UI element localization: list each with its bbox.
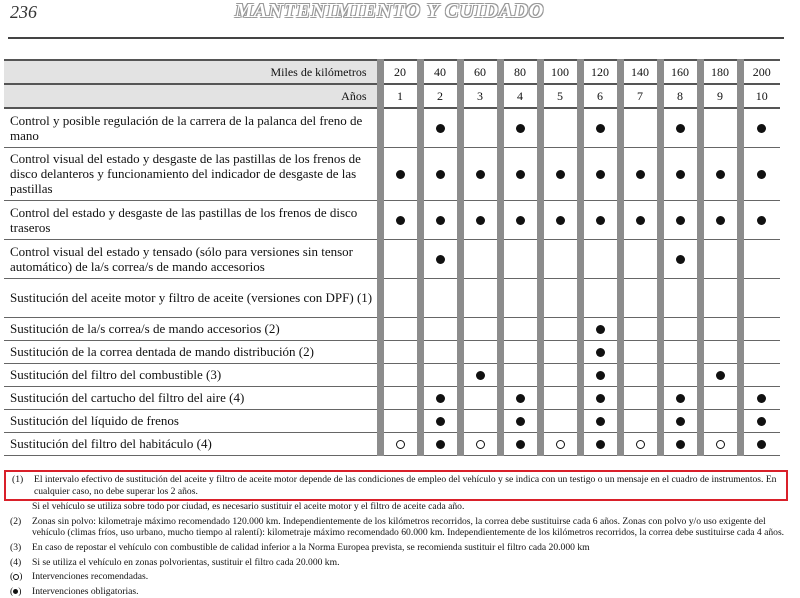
mandatory-dot-icon bbox=[436, 394, 445, 403]
interval-cell bbox=[500, 317, 540, 340]
years-header-cell: 10 bbox=[740, 84, 780, 108]
task-label: Sustitución del filtro del habitáculo (4) bbox=[4, 432, 380, 455]
mandatory-dot-icon bbox=[716, 371, 725, 380]
mandatory-dot-icon bbox=[596, 348, 605, 357]
interval-cell bbox=[420, 386, 460, 409]
task-label: Sustitución de la/s correa/s de mando accesorios (2) bbox=[4, 317, 380, 340]
interval-cell bbox=[660, 363, 700, 386]
interval-cell bbox=[740, 363, 780, 386]
interval-cell bbox=[620, 108, 660, 147]
interval-cell bbox=[740, 108, 780, 147]
years-header-cell: 5 bbox=[540, 84, 580, 108]
mandatory-dot-icon bbox=[516, 440, 525, 449]
interval-cell bbox=[540, 363, 580, 386]
mandatory-dot-icon bbox=[436, 170, 445, 179]
interval-cell bbox=[420, 278, 460, 317]
interval-cell bbox=[580, 200, 620, 239]
task-label: Sustitución del filtro del combustible (3) bbox=[4, 363, 380, 386]
mandatory-dot-icon bbox=[676, 170, 685, 179]
footnote-tag: (3) bbox=[10, 541, 22, 553]
interval-cell bbox=[700, 239, 740, 278]
interval-cell bbox=[380, 147, 420, 200]
years-header-label: Años bbox=[4, 84, 380, 108]
interval-cell bbox=[500, 340, 540, 363]
interval-cell bbox=[660, 317, 700, 340]
interval-cell bbox=[740, 239, 780, 278]
km-header-cell: 200 bbox=[740, 60, 780, 84]
interval-cell bbox=[620, 432, 660, 455]
interval-cell bbox=[460, 200, 500, 239]
schedule-row bbox=[4, 432, 780, 455]
mandatory-dot-icon bbox=[636, 170, 645, 179]
interval-cell bbox=[420, 432, 460, 455]
mandatory-dot-icon bbox=[676, 124, 685, 133]
interval-cell bbox=[460, 386, 500, 409]
years-header-cell: 8 bbox=[660, 84, 700, 108]
maintenance-schedule-table bbox=[4, 59, 780, 456]
interval-cell bbox=[620, 147, 660, 200]
recommended-circle-icon bbox=[716, 440, 725, 449]
years-header-cell: 4 bbox=[500, 84, 540, 108]
interval-cell bbox=[380, 386, 420, 409]
legend-tag: ( ) bbox=[10, 571, 23, 583]
mandatory-dot-icon bbox=[596, 440, 605, 449]
interval-cell bbox=[660, 108, 700, 147]
interval-cell bbox=[700, 386, 740, 409]
mandatory-dot-icon bbox=[757, 124, 766, 133]
interval-cell bbox=[420, 200, 460, 239]
footnote-text: Si se utiliza el vehículo en zonas polvorientas, sustituir el filtro cada 20.000 km. bbox=[32, 556, 340, 568]
header-rule bbox=[8, 37, 784, 39]
mandatory-dot-icon bbox=[436, 216, 445, 225]
interval-cell bbox=[540, 386, 580, 409]
footnote-4 bbox=[8, 557, 786, 569]
km-header-cell: 160 bbox=[660, 60, 700, 84]
interval-cell bbox=[660, 432, 700, 455]
footnote-text: El intervalo efectivo de sustitución del aceite y filtro de aceite motor depende de las condiciones de empleo del vehículo y se indica con un testigo o un mensaje en el cuadro de instrumentos. En cualquier caso, no debe superar los 2 años. bbox=[34, 474, 777, 497]
interval-cell bbox=[420, 363, 460, 386]
interval-cell bbox=[620, 386, 660, 409]
interval-cell bbox=[740, 386, 780, 409]
page-number: 236 bbox=[10, 2, 37, 22]
interval-cell bbox=[380, 409, 420, 432]
mandatory-dot-icon bbox=[436, 440, 445, 449]
interval-cell bbox=[540, 108, 580, 147]
km-header-cell: 80 bbox=[500, 60, 540, 84]
interval-cell bbox=[660, 340, 700, 363]
interval-cell bbox=[460, 432, 500, 455]
interval-cell bbox=[420, 239, 460, 278]
mandatory-dot-icon bbox=[757, 440, 766, 449]
interval-cell bbox=[380, 108, 420, 147]
interval-cell bbox=[420, 340, 460, 363]
mandatory-dot-icon bbox=[396, 170, 405, 179]
km-header-cell: 120 bbox=[580, 60, 620, 84]
interval-cell bbox=[500, 278, 540, 317]
recommended-circle-icon bbox=[636, 440, 645, 449]
schedule-row bbox=[4, 278, 780, 317]
years-header-cell: 6 bbox=[580, 84, 620, 108]
interval-cell bbox=[580, 317, 620, 340]
interval-cell bbox=[620, 278, 660, 317]
mandatory-dot-icon bbox=[676, 417, 685, 426]
interval-cell bbox=[380, 363, 420, 386]
interval-cell bbox=[500, 108, 540, 147]
interval-cell bbox=[460, 409, 500, 432]
interval-cell bbox=[580, 386, 620, 409]
schedule-row bbox=[4, 363, 780, 386]
years-header-cell: 9 bbox=[700, 84, 740, 108]
mandatory-dot-icon bbox=[596, 124, 605, 133]
task-label: Sustitución del líquido de frenos bbox=[4, 409, 380, 432]
interval-cell bbox=[700, 147, 740, 200]
interval-cell bbox=[460, 108, 500, 147]
footnote-text: Zonas sin polvo: kilometraje máximo recomendado 120.000 km. Independientemente de los kilómetros recorridos, la correa debe sustituirse cada 6 años. Zonas con polvo y/o uso exigente del vehículo (climas fríos, uso urbano, mucho tiempo al ralentí): kilometraje máximo recomendado 60.000 km. Independientemente de los kilómetros recorridos, la correa debe sustituirse cada 4 años. bbox=[32, 515, 785, 539]
mandatory-dot-icon bbox=[436, 417, 445, 426]
interval-cell bbox=[620, 363, 660, 386]
mandatory-dot-icon bbox=[436, 255, 445, 264]
km-header-cell: 60 bbox=[460, 60, 500, 84]
interval-cell bbox=[700, 340, 740, 363]
recommended-circle-icon bbox=[556, 440, 565, 449]
mandatory-dot-icon bbox=[757, 394, 766, 403]
mandatory-dot-icon bbox=[476, 216, 485, 225]
years-header-row bbox=[4, 84, 780, 108]
schedule-row bbox=[4, 386, 780, 409]
legend-tag: ( ) bbox=[10, 585, 22, 597]
interval-cell bbox=[420, 317, 460, 340]
footnote-tag: (4) bbox=[10, 556, 22, 568]
interval-cell bbox=[380, 278, 420, 317]
mandatory-dot-icon bbox=[676, 216, 685, 225]
interval-cell bbox=[540, 317, 580, 340]
interval-cell bbox=[500, 363, 540, 386]
interval-cell bbox=[740, 409, 780, 432]
interval-cell bbox=[420, 108, 460, 147]
legend-recommended bbox=[8, 571, 786, 583]
interval-cell bbox=[540, 340, 580, 363]
schedule-row bbox=[4, 200, 780, 239]
mandatory-dot-icon bbox=[596, 371, 605, 380]
km-header-cell: 40 bbox=[420, 60, 460, 84]
mandatory-dot-icon bbox=[396, 216, 405, 225]
footnote-1-continuation: Si el vehículo se utiliza sobre todo por ciudad, es necesario sustituir el aceite motor y el filtro de aceite cada año. bbox=[32, 501, 465, 513]
interval-cell bbox=[700, 200, 740, 239]
legend-mandatory bbox=[8, 586, 786, 598]
interval-cell bbox=[740, 147, 780, 200]
interval-cell bbox=[460, 317, 500, 340]
interval-cell bbox=[500, 386, 540, 409]
mandatory-dot-icon bbox=[476, 371, 485, 380]
interval-cell bbox=[700, 409, 740, 432]
schedule-row bbox=[4, 147, 780, 200]
interval-cell bbox=[620, 409, 660, 432]
interval-cell bbox=[380, 200, 420, 239]
task-label: Control del estado y desgaste de las pastillas de los frenos de disco traseros bbox=[4, 200, 380, 239]
interval-cell bbox=[580, 340, 620, 363]
mandatory-dot-icon bbox=[476, 170, 485, 179]
interval-cell bbox=[740, 432, 780, 455]
interval-cell bbox=[660, 147, 700, 200]
recommended-circle-icon bbox=[476, 440, 485, 449]
schedule-row bbox=[4, 108, 780, 147]
schedule-row bbox=[4, 317, 780, 340]
interval-cell bbox=[380, 317, 420, 340]
mandatory-dot-icon bbox=[596, 216, 605, 225]
legend-text: Intervenciones recomendadas. bbox=[32, 571, 149, 583]
mandatory-dot-icon bbox=[436, 124, 445, 133]
recommended-circle-icon bbox=[396, 440, 405, 449]
footnotes bbox=[8, 470, 786, 597]
mandatory-dot-icon bbox=[556, 170, 565, 179]
task-label: Control y posible regulación de la carrera de la palanca del freno de mano bbox=[4, 108, 380, 147]
mandatory-dot-icon bbox=[516, 394, 525, 403]
schedule-row bbox=[4, 340, 780, 363]
interval-cell bbox=[500, 147, 540, 200]
interval-cell bbox=[740, 278, 780, 317]
interval-cell bbox=[660, 200, 700, 239]
interval-cell bbox=[380, 239, 420, 278]
interval-cell bbox=[700, 317, 740, 340]
interval-cell bbox=[660, 239, 700, 278]
legend-text: Intervenciones obligatorias. bbox=[32, 585, 139, 597]
interval-cell bbox=[500, 239, 540, 278]
interval-cell bbox=[420, 409, 460, 432]
footnote-tag: (1) bbox=[12, 474, 24, 485]
km-header-cell: 180 bbox=[700, 60, 740, 84]
interval-cell bbox=[460, 239, 500, 278]
mandatory-dot-icon bbox=[716, 170, 725, 179]
mandatory-dot-icon bbox=[516, 216, 525, 225]
mandatory-dot-icon bbox=[757, 417, 766, 426]
mandatory-dot-icon bbox=[636, 216, 645, 225]
interval-cell bbox=[660, 278, 700, 317]
mandatory-dot-icon bbox=[516, 170, 525, 179]
interval-cell bbox=[460, 363, 500, 386]
interval-cell bbox=[500, 432, 540, 455]
km-header-row bbox=[4, 60, 780, 84]
years-header-cell: 3 bbox=[460, 84, 500, 108]
section-title: MANTENIMIENTO Y CUIDADO bbox=[235, 0, 545, 22]
mandatory-dot-icon bbox=[676, 440, 685, 449]
footnote-tag: (2) bbox=[10, 515, 22, 527]
interval-cell bbox=[500, 409, 540, 432]
interval-cell bbox=[460, 278, 500, 317]
mandatory-dot-icon bbox=[556, 216, 565, 225]
interval-cell bbox=[540, 200, 580, 239]
km-header-cell: 100 bbox=[540, 60, 580, 84]
interval-cell bbox=[580, 278, 620, 317]
interval-cell bbox=[620, 200, 660, 239]
interval-cell bbox=[700, 363, 740, 386]
interval-cell bbox=[700, 432, 740, 455]
km-header-label: Miles de kilómetros bbox=[4, 60, 380, 84]
schedule-row bbox=[4, 239, 780, 278]
interval-cell bbox=[740, 317, 780, 340]
interval-cell bbox=[540, 278, 580, 317]
interval-cell bbox=[460, 340, 500, 363]
interval-cell bbox=[580, 363, 620, 386]
interval-cell bbox=[700, 278, 740, 317]
footnote-1-highlighted bbox=[4, 470, 788, 501]
mandatory-dot-icon bbox=[596, 325, 605, 334]
footnote-3 bbox=[8, 542, 786, 554]
interval-cell bbox=[700, 108, 740, 147]
footnote-text: En caso de repostar el vehículo con combustible de calidad inferior a la Norma Europea prevista, se recomienda sustituir el filtro cada 20.000 km bbox=[32, 541, 590, 553]
interval-cell bbox=[660, 386, 700, 409]
footnote-2 bbox=[8, 516, 786, 539]
interval-cell bbox=[500, 200, 540, 239]
interval-cell bbox=[620, 317, 660, 340]
years-header-cell: 1 bbox=[380, 84, 420, 108]
interval-cell bbox=[580, 239, 620, 278]
task-label: Sustitución del cartucho del filtro del aire (4) bbox=[4, 386, 380, 409]
interval-cell bbox=[620, 239, 660, 278]
interval-cell bbox=[540, 147, 580, 200]
interval-cell bbox=[460, 147, 500, 200]
mandatory-dot-icon bbox=[596, 170, 605, 179]
schedule-row bbox=[4, 409, 780, 432]
km-header-cell: 20 bbox=[380, 60, 420, 84]
interval-cell bbox=[540, 432, 580, 455]
interval-cell bbox=[740, 200, 780, 239]
mandatory-dot-icon bbox=[676, 255, 685, 264]
interval-cell bbox=[620, 340, 660, 363]
interval-cell bbox=[740, 340, 780, 363]
years-header-cell: 7 bbox=[620, 84, 660, 108]
interval-cell bbox=[380, 340, 420, 363]
years-header-cell: 2 bbox=[420, 84, 460, 108]
interval-cell bbox=[580, 147, 620, 200]
interval-cell bbox=[540, 239, 580, 278]
interval-cell bbox=[580, 409, 620, 432]
mandatory-dot-icon bbox=[516, 417, 525, 426]
interval-cell bbox=[580, 108, 620, 147]
interval-cell bbox=[540, 409, 580, 432]
task-label: Control visual del estado y desgaste de las pastillas de los frenos de disco delanteros y funcionamiento del indicador de desgaste de las pastillas bbox=[4, 147, 380, 200]
task-label: Sustitución de la correa dentada de mando distribución (2) bbox=[4, 340, 380, 363]
km-header-cell: 140 bbox=[620, 60, 660, 84]
task-label: Control visual del estado y tensado (sólo para versiones sin tensor automático) de la/s correa/s de mando accesorios bbox=[4, 239, 380, 278]
task-label: Sustitución del aceite motor y filtro de aceite (versiones con DPF) (1) bbox=[4, 278, 380, 317]
interval-cell bbox=[660, 409, 700, 432]
mandatory-dot-icon bbox=[676, 394, 685, 403]
mandatory-dot-icon bbox=[596, 417, 605, 426]
mandatory-dot-icon bbox=[516, 124, 525, 133]
interval-cell bbox=[380, 432, 420, 455]
mandatory-dot-icon bbox=[716, 216, 725, 225]
mandatory-dot-icon bbox=[757, 170, 766, 179]
mandatory-dot-icon bbox=[596, 394, 605, 403]
mandatory-dot-icon bbox=[757, 216, 766, 225]
interval-cell bbox=[580, 432, 620, 455]
interval-cell bbox=[420, 147, 460, 200]
